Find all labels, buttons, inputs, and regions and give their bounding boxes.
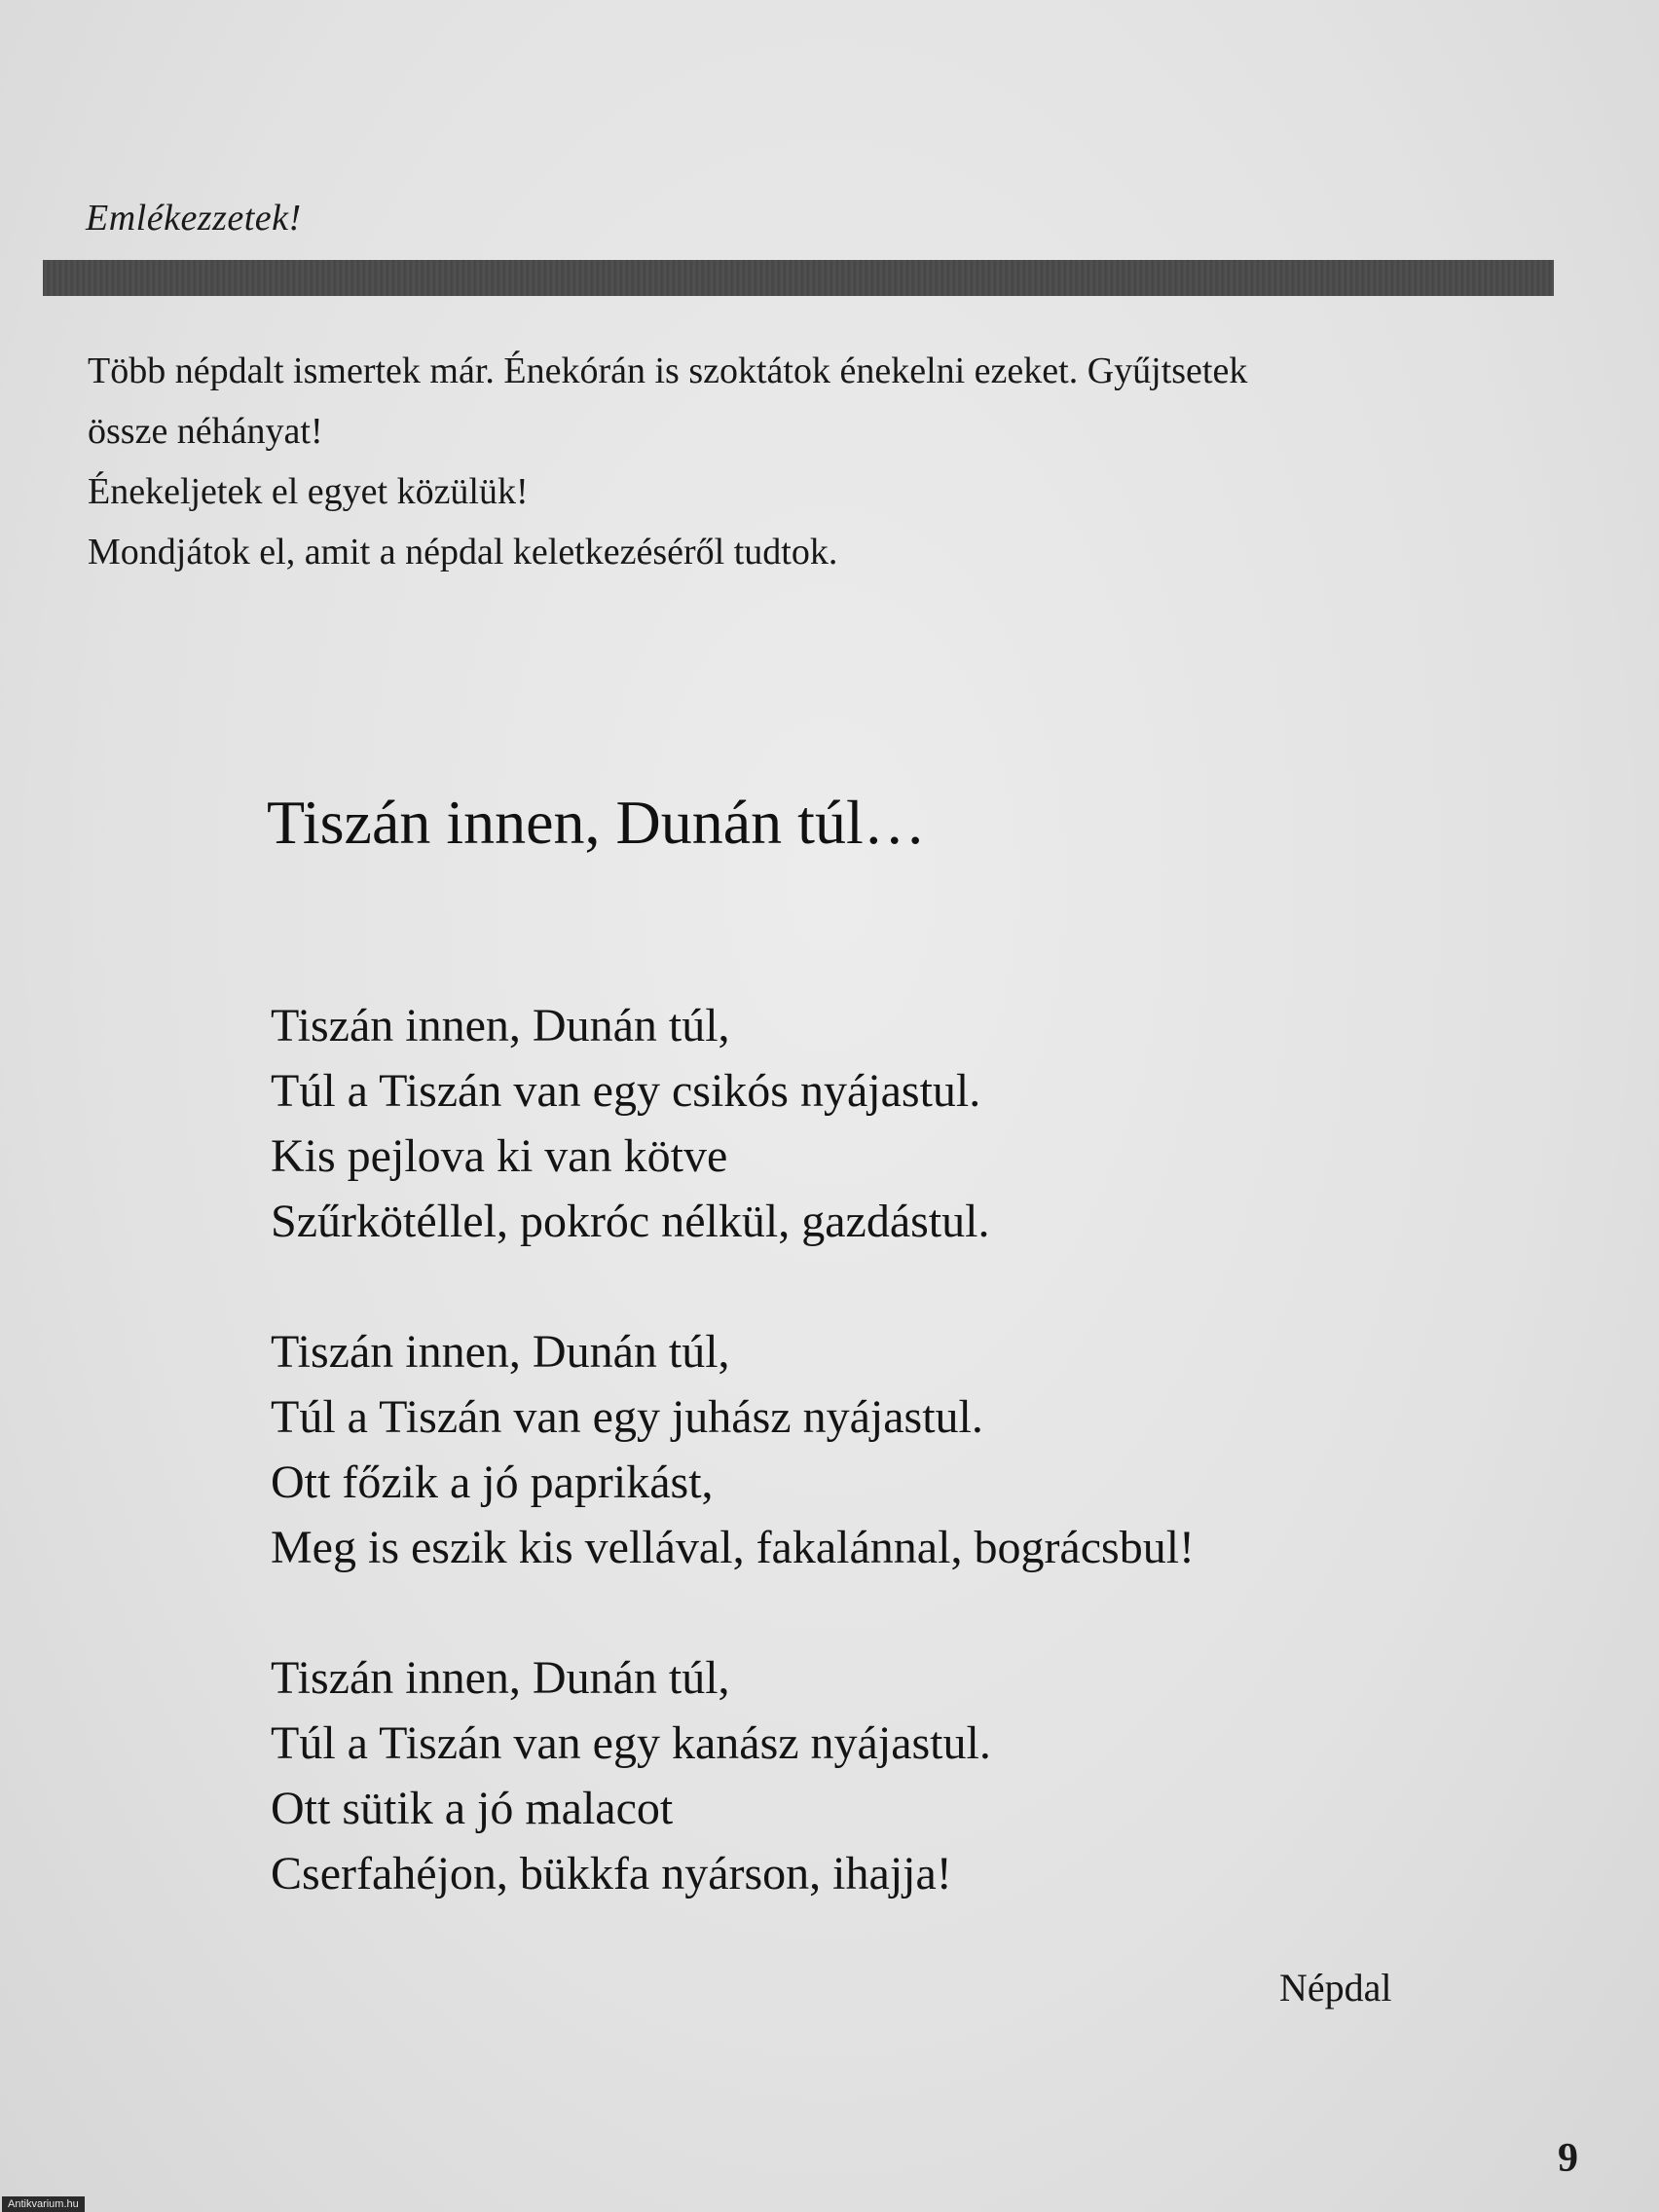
section-label: Emlékezzetek!	[86, 198, 302, 239]
verse-line: Tiszán innen, Dunán túl,	[271, 1652, 730, 1704]
section-divider-bar	[43, 260, 1554, 296]
verse-line: Tiszán innen, Dunán túl,	[271, 1000, 730, 1051]
stanza-2	[271, 1319, 1536, 1580]
watermark: Antikvarium.hu	[2, 2196, 85, 2212]
poem-author: Népdal	[1279, 1966, 1392, 2009]
instruction-line: Mondjátok el, amit a népdal keletkezéséről tudtok.	[88, 532, 838, 572]
verse-line: Tiszán innen, Dunán túl,	[271, 1326, 730, 1378]
verse-line: Szűrkötéllel, pokróc nélkül, gazdástul.	[271, 1196, 990, 1247]
verse-line: Ott sütik a jó malacot	[271, 1783, 674, 1834]
poem-title: Tiszán innen, Dunán túl…	[267, 788, 926, 857]
verse-line: Túl a Tiszán van egy kanász nyájastul.	[271, 1717, 991, 1769]
poem-body	[271, 993, 1536, 1972]
verse-line: Ott főzik a jó paprikást,	[271, 1456, 714, 1508]
page-number: 9	[1558, 2136, 1578, 2181]
stanza-3	[271, 1645, 1536, 1906]
verse-line: Túl a Tiszán van egy csikós nyájastul.	[271, 1065, 981, 1117]
verse-line: Cserfahéjon, bükkfa nyárson, ihajja!	[271, 1848, 952, 1899]
instruction-line: össze néhányat!	[88, 411, 323, 452]
verse-line: Kis pejlova ki van kötve	[271, 1130, 728, 1182]
instruction-line: Több népdalt ismertek már. Énekórán is szoktátok énekelni ezeket. Gyűjtsetek	[88, 350, 1248, 391]
stanza-1	[271, 993, 1536, 1254]
verse-line: Túl a Tiszán van egy juhász nyájastul.	[271, 1391, 983, 1443]
instruction-line: Énekeljetek el egyet közülük!	[88, 471, 529, 512]
instructions-block	[88, 341, 1567, 582]
verse-line: Meg is eszik kis vellával, fakalánnal, bográcsbul!	[271, 1522, 1196, 1573]
